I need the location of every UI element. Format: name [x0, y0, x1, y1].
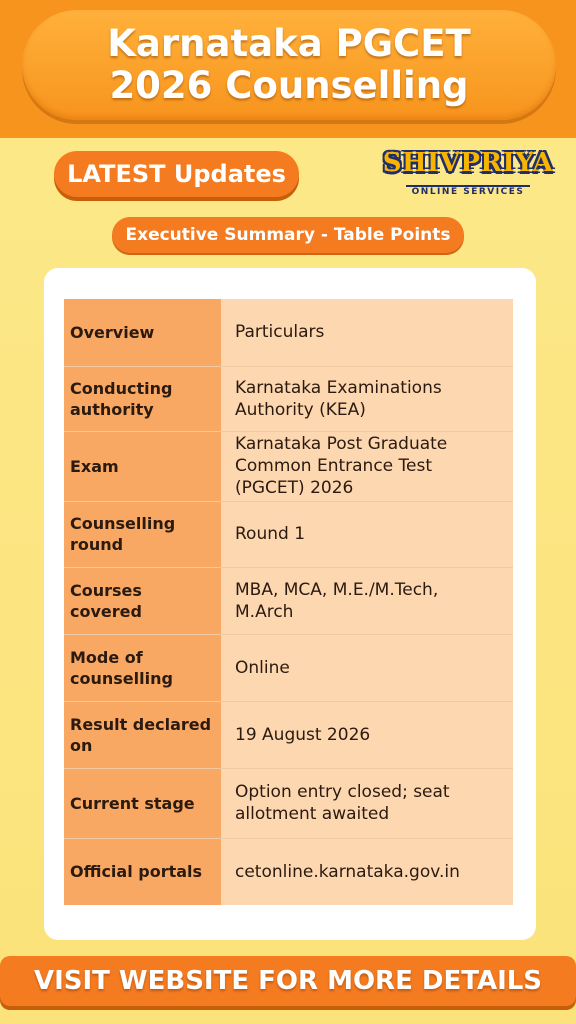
row-key: Counselling round: [64, 501, 221, 567]
page-title: [22, 10, 556, 120]
row-value: cetonline.karnataka.gov.in: [221, 838, 513, 905]
table-row: [64, 431, 513, 501]
row-value: Online: [221, 634, 513, 701]
table-row: [64, 366, 513, 431]
row-value: Karnataka Examinations Authority (KEA): [221, 366, 513, 431]
row-value: 19 August 2026: [221, 701, 513, 768]
table-row: [64, 501, 513, 567]
visit-website-banner[interactable]: VISIT WEBSITE FOR MORE DETAILS: [0, 956, 576, 1006]
row-value: Option entry closed; seat allotment awaited: [221, 768, 513, 838]
table-row: [64, 768, 513, 838]
summary-table: [64, 299, 513, 905]
table-row: [64, 634, 513, 701]
row-value: MBA, MCA, M.E./M.Tech, M.Arch: [221, 567, 513, 634]
logo-tagline: ONLINE SERVICES: [406, 185, 531, 197]
table-row: [64, 567, 513, 634]
row-value: Karnataka Post Graduate Common Entrance Test (PGCET) 2026: [221, 431, 513, 501]
brand-logo: [382, 147, 554, 199]
row-value: Round 1: [221, 501, 513, 567]
table-row: [64, 838, 513, 905]
table-row: [64, 299, 513, 366]
row-key: Exam: [64, 431, 221, 501]
row-key: Mode of counselling: [64, 634, 221, 701]
row-key: Result declared on: [64, 701, 221, 768]
title-line-2: 2026 Counselling: [109, 64, 469, 107]
row-key: Overview: [64, 299, 221, 366]
latest-updates-badge: LATEST Updates: [54, 151, 299, 197]
row-key: Conducting authority: [64, 366, 221, 431]
logo-name: SHIVPRIYA: [382, 148, 554, 178]
row-key: Current stage: [64, 768, 221, 838]
row-key: Official portals: [64, 838, 221, 905]
row-value: Particulars: [221, 299, 513, 366]
section-heading: Executive Summary - Table Points: [112, 217, 464, 253]
row-key: Courses covered: [64, 567, 221, 634]
title-line-1: Karnataka PGCET: [107, 22, 471, 65]
table-row: [64, 701, 513, 768]
summary-card: [44, 268, 536, 940]
